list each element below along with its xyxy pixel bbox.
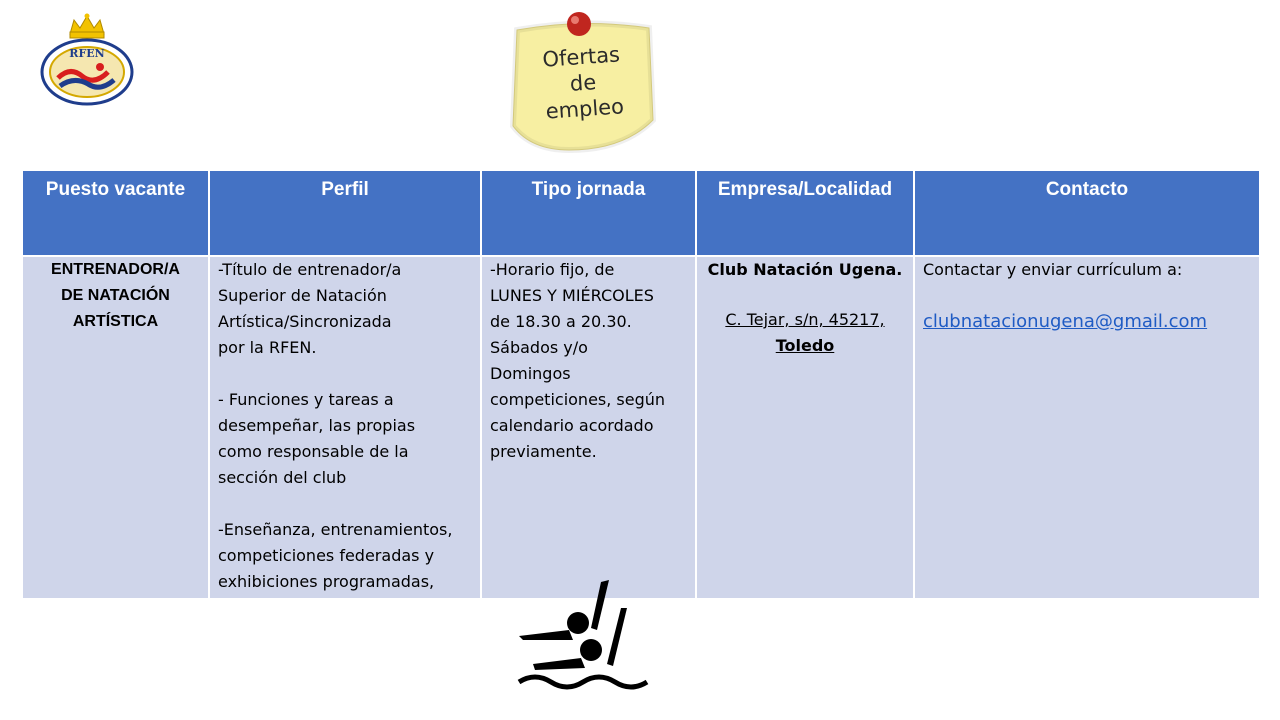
crown-icon <box>70 14 104 39</box>
note-line: de <box>569 70 597 96</box>
header-puesto: Puesto vacante <box>22 170 209 256</box>
note-text <box>530 41 635 126</box>
company-cell <box>696 256 914 599</box>
table-row <box>22 256 1260 599</box>
schedule-text: -Horario fijo, de LUNES Y MIÉRCOLES de 18.30 a 20.30. Sábados y/o Domingos competiciones, según calendario acordado previamente. <box>490 260 666 461</box>
contact-instructions: Contactar y enviar currículum a: <box>923 260 1183 279</box>
header-perfil: Perfil <box>209 170 481 256</box>
schedule-cell <box>481 256 696 599</box>
company-city: Toledo <box>775 336 835 355</box>
note-line: empleo <box>544 94 625 124</box>
profile-paragraph: - Funciones y tareas a desempeñar, las propias como responsable de la sección del club <box>218 390 416 487</box>
job-offers-note <box>503 8 661 158</box>
profile-paragraph: -Título de entrenador/a Superior de Natación Artística/Sincronizada por la RFEN. <box>218 260 402 357</box>
contact-email-link[interactable]: clubnatacionugena@gmail.com <box>923 311 1208 332</box>
job-title-cell <box>22 256 209 599</box>
note-line: Ofertas <box>541 42 621 72</box>
company-name: Club Natación Ugena. <box>707 260 903 279</box>
artistic-swimming-icon <box>513 578 653 690</box>
profile-cell <box>209 256 481 599</box>
header-contacto: Contacto <box>914 170 1260 256</box>
job-offers-table <box>21 169 1261 600</box>
profile-paragraph: -Enseñanza, entrenamientos, competiciones federadas y exhibiciones programadas, <box>218 520 453 591</box>
header-jornada: Tipo jornada <box>481 170 696 256</box>
job-title: ENTRENADOR/A DE NATACIÓN ARTÍSTICA <box>51 261 180 330</box>
logo-text: RFEN <box>69 47 105 60</box>
header-empresa: Empresa/Localidad <box>696 170 914 256</box>
company-address: C. Tejar, s/n, 45217, <box>725 310 885 329</box>
rfen-logo <box>38 12 136 106</box>
contact-cell <box>914 256 1260 599</box>
table-header-row <box>22 170 1260 256</box>
